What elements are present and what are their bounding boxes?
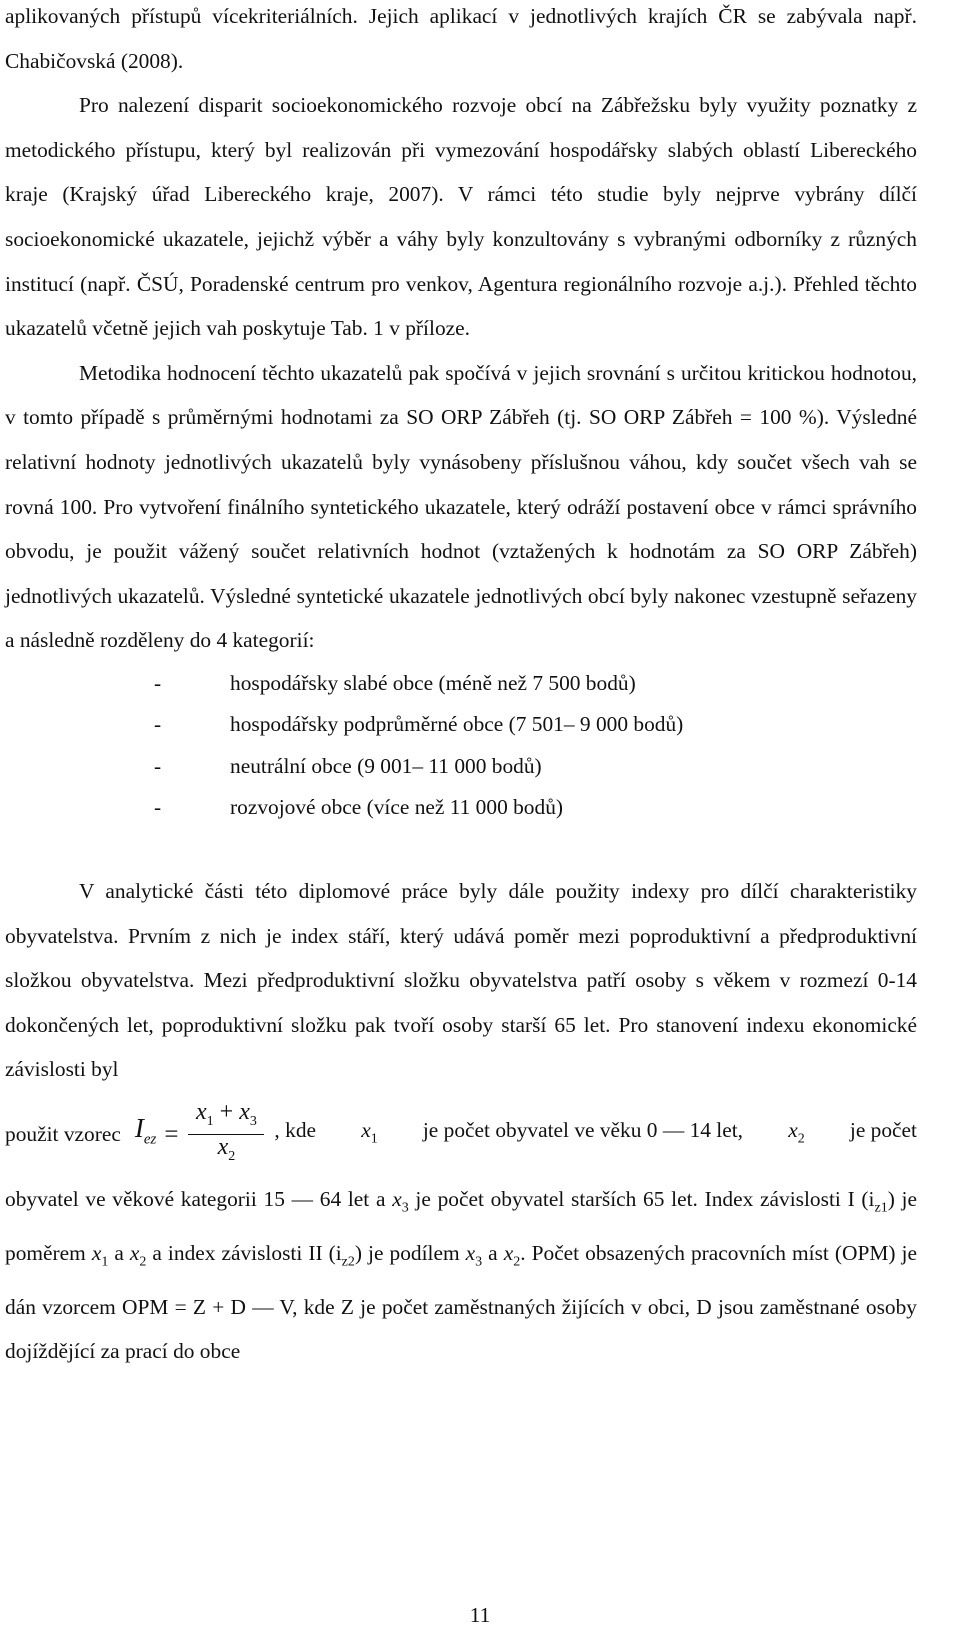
var-x2: x bbox=[129, 1240, 140, 1265]
var-x2-sub: 2 bbox=[139, 1254, 147, 1270]
text-run: . Počet obsazených pracovních míst (OPM) je dán vzorcem OPM = Z + D — V, kde Z je počet zaměstnaných žijících v obci, D jsou zaměstnané osoby dojíždějící za prací do obce bbox=[5, 1240, 917, 1364]
numerator-sub-a: 1 bbox=[206, 1113, 214, 1129]
var-x2: x bbox=[503, 1240, 514, 1265]
list-dash: - bbox=[154, 795, 162, 820]
formula-text-age: je počet obyvatel ve věku 0 — 14 let, bbox=[422, 1117, 744, 1142]
formula-x2 bbox=[788, 1117, 805, 1150]
index-z2-sub: z2 bbox=[341, 1254, 355, 1270]
formula-x1-sub: 1 bbox=[370, 1130, 378, 1146]
var-x3-sub: 3 bbox=[475, 1254, 483, 1270]
formula-x1-var: x bbox=[361, 1117, 371, 1142]
text-run: a bbox=[108, 1240, 130, 1265]
list-dash: - bbox=[154, 712, 162, 737]
formula-lhs-sub: ez bbox=[143, 1131, 157, 1148]
dependency-index-formula bbox=[134, 1098, 265, 1167]
text-run: ) je poměrem bbox=[5, 1186, 917, 1265]
var-x1: x bbox=[91, 1240, 102, 1265]
formula-lhs-var: I bbox=[134, 1112, 144, 1143]
var-x3-sub: 3 bbox=[401, 1200, 409, 1216]
intro-paragraph bbox=[5, 0, 917, 83]
list-dash: - bbox=[154, 670, 162, 695]
page-number: 11 bbox=[469, 1603, 491, 1627]
var-x3: x bbox=[465, 1240, 476, 1265]
var-x2-sub: 2 bbox=[513, 1254, 521, 1270]
fraction-numerator bbox=[192, 1098, 261, 1134]
formula-x2-var: x bbox=[788, 1117, 798, 1142]
intro-line-2: se zabývala např. Chabičovská (2008). bbox=[5, 4, 917, 73]
var-x3: x bbox=[392, 1186, 402, 1211]
formula-text-kde: , kde bbox=[274, 1117, 317, 1142]
formula-lhs bbox=[134, 1112, 157, 1151]
formula-x2-sub: 2 bbox=[797, 1130, 805, 1146]
intro-line-1: aplikovaných přístupů vícekriteriálních. Jejich aplikací v jednotlivých krajích ČR bbox=[5, 4, 747, 28]
list-item bbox=[154, 787, 917, 829]
list-item bbox=[154, 704, 917, 746]
numerator-plus: + bbox=[213, 1098, 240, 1125]
fraction-denominator bbox=[218, 1135, 236, 1167]
text-run: a index závislosti II (i bbox=[146, 1240, 342, 1265]
analytic-paragraph: V analytické části této diplomové práce byly dále použity indexy pro dílčí charakteristiky obyvatelstva. Prvním z nich je index stáří, který udává poměr mezi poproduktivní a předproduktivní složkou obyvatelstva. Mezi předproduktivní složku obyvatelstva patří osoby s věkem v rozmezí 0-14 dokončených let, poproduktivní složku pak tvoří osoby starší 65 let. Pro stanovení indexu ekonomické závislosti byl bbox=[5, 878, 917, 1082]
text-run: obyvatel ve věkové kategorii 15 — 64 let a bbox=[5, 1186, 393, 1211]
formula-text-end: je počet bbox=[849, 1117, 917, 1142]
list-item-text: rozvojové obce (více než 11 000 bodů) bbox=[230, 795, 564, 820]
document-page bbox=[5, 0, 917, 1374]
denominator-var: x bbox=[217, 1133, 229, 1160]
text-run: a bbox=[482, 1240, 504, 1265]
formula-line bbox=[5, 1092, 917, 1177]
var-x1-sub: 1 bbox=[101, 1254, 109, 1270]
list-item-text: neutrální obce (9 001– 11 000 bodů) bbox=[230, 753, 542, 778]
methodology-paragraph: Pro nalezení disparit socioekonomického rozvoje obcí na Zábřežsku byly využity poznatky z metodického přístupu, který byl realizován při vymezování hospodářsky slabých oblastí Libereckého kraje (Krajský úřad Libereckého kraje, 2007). V rámci této studie byly nejprve vybrány dílčí socioekonomické ukazatele, jejichž výběr a váhy byly konzultovány s vybranými odborníky z různých institucí (např. ČSÚ, Poradenské centrum pro venkov, Agentura regionálního rozvoje a.j.). Přehled těchto ukazatelů včetně jejich vah poskytuje Tab. 1 v příloze. bbox=[5, 93, 917, 341]
formula-equals: = bbox=[164, 1120, 179, 1148]
list-item-text: hospodářsky podprůměrné obce (7 501– 9 000 bodů) bbox=[230, 712, 684, 737]
list-item bbox=[154, 663, 917, 705]
evaluation-paragraph: Metodika hodnocení těchto ukazatelů pak spočívá v jejich srovnání s určitou kritickou hodnotou, v tomto případě s průměrnými hodnotami za SO ORP Zábřeh (tj. SO ORP Zábřeh = 100 %). Výsledné relativní hodnoty jednotlivých ukazatelů byly vynásobeny příslušnou váhou, kdy součet všech vah se rovná 100. Pro vytvoření finálního syntetického ukazatele, který odráží postavení obce v rámci správního obvodu, je použit vážený součet relativních hodnot (vztažených k hodnotám za SO ORP Zábřeh) jednotlivých ukazatelů. Výsledné syntetické ukazatele jednotlivých obcí byly nakonec vzestupně seřazeny a následně rozděleny do 4 kategorií: bbox=[5, 360, 917, 653]
dependency-paragraph bbox=[5, 1177, 917, 1374]
text-run: je počet obyvatel starších 65 let. Index závislosti I (i bbox=[408, 1186, 875, 1211]
index-z1-sub: z1 bbox=[874, 1200, 888, 1216]
list-item bbox=[154, 746, 917, 788]
formula-fraction bbox=[188, 1098, 264, 1167]
numerator-var-a: x bbox=[195, 1098, 207, 1125]
list-item-text: hospodářsky slabé obce (méně než 7 500 bodů) bbox=[230, 670, 636, 695]
formula-prefix: použit vzorec bbox=[5, 1121, 121, 1146]
text-run: ) je podílem bbox=[354, 1240, 466, 1265]
vertical-spacer bbox=[5, 829, 917, 869]
formula-x1 bbox=[361, 1117, 378, 1150]
numerator-var-b: x bbox=[239, 1098, 250, 1125]
formula-explanation bbox=[270, 1117, 917, 1150]
list-dash: - bbox=[154, 753, 162, 778]
numerator-sub-b: 3 bbox=[249, 1113, 257, 1129]
category-list bbox=[5, 663, 917, 829]
denominator-sub: 2 bbox=[228, 1148, 236, 1164]
